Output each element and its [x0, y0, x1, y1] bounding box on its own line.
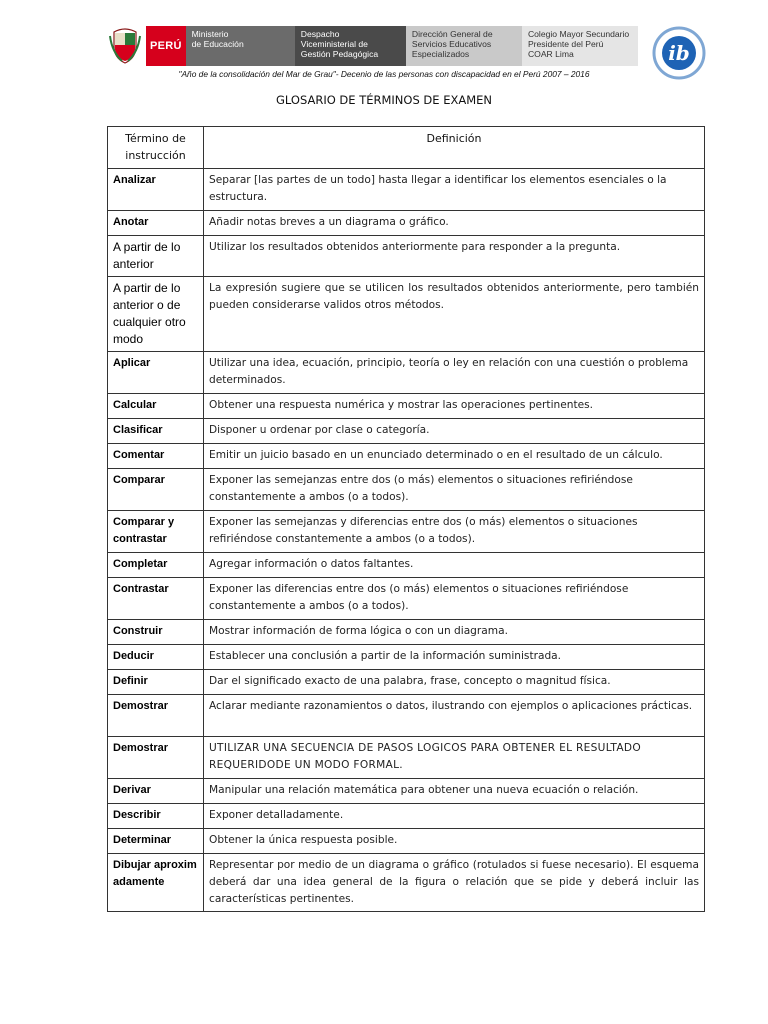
- header-logos: [108, 26, 638, 66]
- definition-cell: Mostrar información de forma lógica o con un diagrama.: [204, 620, 705, 645]
- definition-cell: Disponer u ordenar por clase o categoría.: [204, 419, 705, 444]
- term-cell: Determinar: [108, 829, 204, 854]
- definition-cell: Manipular una relación matemática para obtener una nueva ecuación o relación.: [204, 779, 705, 804]
- term-cell: Deducir: [108, 645, 204, 670]
- table-row: [108, 444, 705, 469]
- definition-cell: Exponer las semejanzas entre dos (o más) elementos o situaciones refiriéndose constantemente a ambos (o a todos).: [204, 469, 705, 511]
- definition-cell: Aclarar mediante razonamientos o datos, ilustrando con ejemplos o aplicaciones prácticas.: [204, 695, 705, 737]
- definition-cell: Exponer las semejanzas y diferencias entre dos (o más) elementos o situaciones refiriéndose constantemente a ambos (o a todos).: [204, 511, 705, 553]
- table-row: [108, 169, 705, 211]
- table-row: [108, 854, 705, 912]
- table-row: [108, 469, 705, 511]
- table-row: [108, 779, 705, 804]
- motto-line: "Año de la consolidación del Mar de Grau"- Decenio de las personas con discapacidad en el Perú 2007 – 2016: [178, 69, 590, 79]
- definition-cell: Añadir notas breves a un diagrama o gráfico.: [204, 211, 705, 236]
- table-row: [108, 670, 705, 695]
- table-row: [108, 352, 705, 394]
- term-cell: Describir: [108, 804, 204, 829]
- table-row: [108, 236, 705, 277]
- term-cell: Completar: [108, 553, 204, 578]
- header-line: Despacho: [300, 29, 340, 39]
- header-line: COAR Lima: [527, 49, 574, 59]
- column-header-definition: Definición: [204, 127, 705, 169]
- table-header-row: [108, 127, 705, 169]
- table-row: [108, 829, 705, 854]
- header-box-direccion: [406, 26, 522, 66]
- header-box-despacho: [295, 26, 406, 66]
- header-box-colegio: [522, 26, 638, 66]
- term-cell: Definir: [108, 670, 204, 695]
- term-cell: Derivar: [108, 779, 204, 804]
- term-cell: A partir de lo anterior o de cualquier otro modo: [108, 277, 204, 352]
- glossary-table: [107, 126, 705, 912]
- header-line: Ministerio: [191, 29, 229, 39]
- table-row: [108, 737, 705, 779]
- header-line: Dirección General de: [411, 29, 493, 39]
- definition-cell: UTILIZAR UNA SECUENCIA DE PASOS LOGICOS PARA OBTENER EL RESULTADO REQUERIDODE UN MODO FORMAL.: [204, 737, 705, 779]
- table-row: [108, 578, 705, 620]
- term-cell: Dibujar aproximadamente: [108, 854, 204, 912]
- term-cell: Aplicar: [108, 352, 204, 394]
- table-row: [108, 211, 705, 236]
- term-cell: Analizar: [108, 169, 204, 211]
- table-row: [108, 394, 705, 419]
- definition-cell: Exponer detalladamente.: [204, 804, 705, 829]
- term-cell: Contrastar: [108, 578, 204, 620]
- definition-cell: Utilizar los resultados obtenidos anteriormente para responder a la pregunta.: [204, 236, 705, 277]
- definition-cell: Separar [las partes de un todo] hasta llegar a identificar los elementos esenciales o la estructura.: [204, 169, 705, 211]
- header-line: Especializados: [411, 49, 470, 59]
- table-row: [108, 804, 705, 829]
- header-box-ministerio: [186, 26, 295, 66]
- table-row: [108, 553, 705, 578]
- term-cell: Calcular: [108, 394, 204, 419]
- peru-label: PERÚ: [146, 26, 186, 66]
- peru-coat-of-arms-icon: [108, 26, 142, 64]
- table-row: [108, 277, 705, 352]
- term-cell: Anotar: [108, 211, 204, 236]
- header-line: Gestión Pedagógica: [300, 49, 379, 59]
- term-cell: Comparar: [108, 469, 204, 511]
- term-cell: A partir de lo anterior: [108, 236, 204, 277]
- table-row: [108, 511, 705, 553]
- header-line: de Educación: [191, 39, 244, 49]
- table-row: [108, 645, 705, 670]
- term-cell: Clasificar: [108, 419, 204, 444]
- term-cell: Construir: [108, 620, 204, 645]
- header-line: Colegio Mayor Secundario: [527, 29, 630, 39]
- table-row: [108, 695, 705, 737]
- table-row: [108, 620, 705, 645]
- definition-cell: Utilizar una idea, ecuación, principio, teoría o ley en relación con una cuestión o problema determinados.: [204, 352, 705, 394]
- definition-cell: Obtener la única respuesta posible.: [204, 829, 705, 854]
- header-line: Servicios Educativos: [411, 39, 492, 49]
- definition-cell: Exponer las diferencias entre dos (o más) elementos o situaciones refiriéndose constantemente a ambos (o a todos).: [204, 578, 705, 620]
- term-cell: Demostrar: [108, 737, 204, 779]
- page-title: GLOSARIO DE TÉRMINOS DE EXAMEN: [276, 93, 492, 107]
- column-header-term: [108, 127, 204, 169]
- header-line: Presidente del Perú: [527, 39, 604, 49]
- definition-cell: Representar por medio de un diagrama o gráfico (rotulados si fuese necesario). El esquema deberá dar una idea general de la figura o relación que se pide y deberá incluir las características pertinentes.: [204, 854, 705, 912]
- term-cell: Demostrar: [108, 695, 204, 737]
- term-cell: Comentar: [108, 444, 204, 469]
- definition-cell: Emitir un juicio basado en un enunciado determinado o en el resultado de un cálculo.: [204, 444, 705, 469]
- column-header-term-text: Término de instrucción: [125, 132, 186, 162]
- definition-cell: Dar el significado exacto de una palabra, frase, concepto o magnitud física.: [204, 670, 705, 695]
- definition-cell: La expresión sugiere que se utilicen los resultados obtenidos anteriormente, pero también pueden considerarse validos otros métodos.: [204, 277, 705, 352]
- ib-mark: ib: [668, 41, 690, 65]
- definition-cell: Agregar información o datos faltantes.: [204, 553, 705, 578]
- header-line: Viceministerial de: [300, 39, 368, 49]
- definition-cell: Obtener una respuesta numérica y mostrar las operaciones pertinentes.: [204, 394, 705, 419]
- term-cell: Comparar y contrastar: [108, 511, 204, 553]
- table-row: [108, 419, 705, 444]
- definition-cell: Establecer una conclusión a partir de la información suministrada.: [204, 645, 705, 670]
